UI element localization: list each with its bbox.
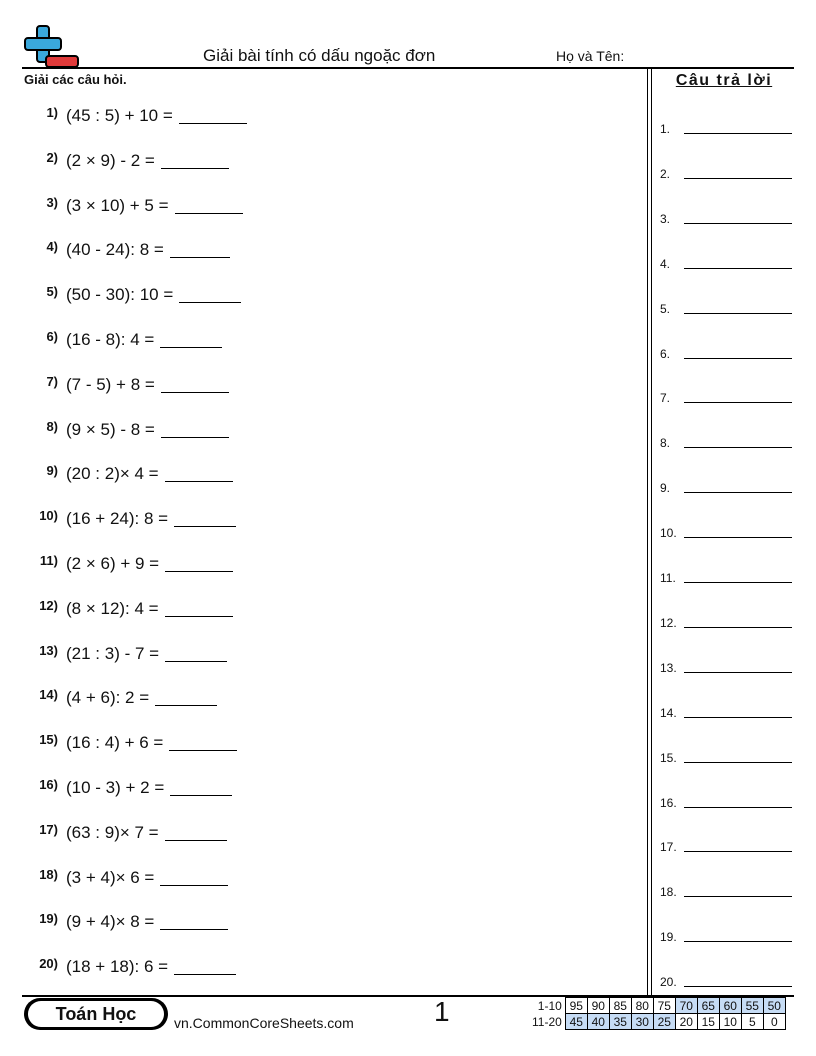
problem-expression: (10 - 3) + 2 = [66,778,165,797]
problem-row [24,410,229,440]
score-cell: 45 [565,1014,587,1030]
score-cell: 95 [565,998,587,1014]
problem-row [24,589,233,619]
problem-expression: (2 × 6) + 9 = [66,554,160,573]
answer-blank[interactable] [169,750,237,751]
answer-key-number: 8. [660,436,671,451]
problem-row [24,723,237,753]
answer-key-row [660,347,792,361]
answer-blank[interactable] [165,481,233,482]
score-cell: 70 [675,998,697,1014]
score-cell: 0 [763,1014,785,1030]
score-row [530,998,785,1014]
answer-key-number: 17. [660,840,677,855]
answer-key-row [660,212,792,226]
problem-expression: (45 : 5) + 10 = [66,106,173,125]
answer-key-row [660,751,792,765]
answer-key-number: 5. [660,301,671,316]
problem-number: 3) [46,194,58,210]
answer-key-row [660,122,792,136]
answer-key-row [660,885,792,899]
answer-key-row [660,302,792,316]
problem-number: 17) [39,821,58,837]
answer-key-number: 19. [660,930,677,945]
answer-key-number: 20. [660,975,677,990]
problem-row [24,634,227,664]
problem-row [24,858,228,888]
answer-key-number: 12. [660,615,677,630]
problem-number: 16) [39,777,58,792]
problem-number: 11) [39,553,58,568]
problem-number: 13) [39,642,58,658]
answer-key-line[interactable] [684,492,792,493]
problem-row [24,678,217,708]
score-cell: 35 [609,1014,631,1030]
answer-key-title: Câu trả lời [675,72,773,89]
answer-blank[interactable] [165,616,233,617]
answer-key-line[interactable] [684,896,792,897]
score-cell: 50 [763,998,785,1014]
answer-key-line[interactable] [684,178,792,179]
problem-row [24,230,230,260]
problem-number: 20) [39,956,58,972]
problem-expression: (50 - 30): 10 = [66,285,174,305]
answer-key-row [660,616,792,630]
answer-key-line[interactable] [684,941,792,942]
answer-key-number: 15. [660,750,677,765]
problem-row [24,186,243,216]
answer-key-line[interactable] [684,133,792,134]
answer-key-number: 9. [660,481,671,496]
answer-key-row [660,436,792,450]
problem-expression: (9 × 5) - 8 = [66,419,155,439]
answer-key-number: 13. [660,660,677,675]
answer-key-line[interactable] [684,268,792,269]
problem-number: 8) [46,418,58,434]
score-row [530,1014,785,1030]
answer-blank[interactable] [161,168,229,169]
answer-blank[interactable] [161,392,229,393]
answer-blank[interactable] [174,974,236,975]
answer-key-line[interactable] [684,807,792,808]
answer-key-row [660,706,792,720]
answer-key-number: 6. [660,346,671,361]
answer-blank[interactable] [175,213,243,214]
instructions: Giải các câu hỏi. [24,72,127,87]
problem-expression: (18 + 18): 6 = [66,957,169,977]
problem-expression: (63 : 9)× 7 = [66,822,159,842]
problem-number: 7) [46,373,58,389]
answer-blank[interactable] [165,571,233,572]
answer-key-number: 10. [660,526,677,541]
problem-expression: (4 + 6): 2 = [66,688,150,708]
answer-key-row [660,930,792,944]
answer-key-row [660,840,792,854]
score-cell: 80 [631,998,653,1014]
answer-key-number: 7. [660,391,671,406]
problem-expression: (3 × 10) + 5 = [66,195,169,215]
score-row-label: 11-20 [532,1014,562,1029]
score-table [530,997,786,1030]
problem-row [24,544,233,574]
problem-number: 9) [46,463,58,479]
answer-key-row [660,257,792,271]
answer-key-row [660,975,792,989]
score-cell: 60 [719,998,741,1014]
score-cell: 15 [697,1014,719,1030]
problem-number: 18) [39,866,58,882]
answer-blank[interactable] [160,885,228,886]
brand-badge [24,998,168,1030]
problem-number: 4) [46,239,58,255]
answer-key-line[interactable] [684,582,792,583]
problem-expression: (8 × 12): 4 = [66,598,159,618]
site-url: vn.CommonCoreSheets.com [174,1015,354,1031]
answer-blank[interactable] [170,795,232,796]
problem-expression: (20 : 2)× 4 = [66,464,159,484]
answer-key-number: 16. [660,795,677,810]
problem-number: 10) [39,508,58,524]
name-label: Họ và Tên: [556,48,625,64]
problem-number: 15) [39,732,58,748]
score-cell: 10 [719,1014,741,1030]
score-cell: 65 [697,998,719,1014]
problem-number: 5) [46,284,58,300]
answer-key-line[interactable] [684,313,792,314]
answer-key-row [660,796,792,810]
problem-expression: (9 + 4)× 8 = [66,912,155,932]
score-cell: 5 [741,1014,763,1030]
problem-row [24,499,236,529]
answer-blank[interactable] [155,705,217,706]
answer-blank[interactable] [174,526,236,527]
score-cell: 40 [587,1014,609,1030]
answer-key-line[interactable] [684,986,792,987]
plus-minus-logo-icon [24,24,80,70]
score-row-label: 1-10 [537,998,562,1013]
header-divider [22,67,794,69]
answer-key-line[interactable] [684,762,792,763]
score-cell: 85 [609,998,631,1014]
answer-key-line[interactable] [684,627,792,628]
problem-row [24,813,227,843]
answer-blank[interactable] [160,929,228,930]
answer-key-row [660,167,792,181]
score-cell: 30 [631,1014,653,1030]
problem-expression: (2 × 9) - 2 = [66,150,155,170]
problem-number: 19) [39,911,58,927]
problem-expression: (40 - 24): 8 = [66,240,164,260]
problem-row [24,454,233,484]
answer-key-row [660,661,792,675]
page-number: 1 [434,996,450,1027]
problem-row [24,96,247,126]
problem-row [24,947,236,977]
answer-key-number: 1. [660,122,671,136]
answer-blank[interactable] [165,661,227,662]
problem-number: 14) [39,687,58,703]
column-divider-right [651,67,652,995]
answer-key-number: 11. [660,571,676,585]
answer-key-line[interactable] [684,672,792,673]
problem-expression: (3 + 4)× 6 = [66,867,155,887]
problem-row [24,275,241,305]
problem-row [24,141,229,171]
problem-expression: (16 - 8): 4 = [66,330,155,349]
answer-key-line[interactable] [684,447,792,448]
problem-row [24,768,232,798]
answer-key-line[interactable] [684,402,792,403]
answer-key-line[interactable] [684,223,792,224]
problem-expression: (16 + 24): 8 = [66,509,169,529]
answer-blank[interactable] [179,123,247,124]
score-cell: 20 [675,1014,697,1030]
answer-key-line[interactable] [684,537,792,538]
answer-key-row [660,391,792,405]
answer-blank[interactable] [161,437,229,438]
answer-key-line[interactable] [684,717,792,718]
answer-key-number: 14. [660,705,677,720]
answer-blank[interactable] [160,347,222,348]
answer-key-row [660,481,792,495]
answer-key-number: 4. [660,256,671,271]
problem-number: 6) [46,329,58,344]
problem-expression: (16 : 4) + 6 = [66,733,164,753]
problem-row [24,320,222,350]
answer-blank[interactable] [179,302,241,303]
problem-expression: (21 : 3) - 7 = [66,643,160,663]
score-cell: 25 [653,1014,675,1030]
answer-key-number: 3. [660,211,671,226]
problem-number: 2) [46,149,58,165]
problem-row [24,365,229,395]
score-cell: 90 [587,998,609,1014]
answer-blank[interactable] [170,257,230,258]
problem-row [24,902,228,932]
worksheet-title: Giải bài tính có dấu ngoặc đơn [203,46,436,65]
answer-key-line[interactable] [684,851,792,852]
answer-blank[interactable] [165,840,227,841]
answer-key-number: 2. [660,166,671,181]
answer-key-number: 18. [660,885,677,900]
problem-number: 12) [39,597,58,613]
problem-number: 1) [46,105,58,120]
score-cell: 75 [653,998,675,1014]
column-divider-left [647,67,648,995]
problem-expression: (7 - 5) + 8 = [66,374,155,394]
brand-label: Toán Học [28,1001,164,1027]
score-cell: 55 [741,998,763,1014]
answer-key-row [660,526,792,540]
answer-key-row [660,571,792,585]
answer-key-line[interactable] [684,358,792,359]
